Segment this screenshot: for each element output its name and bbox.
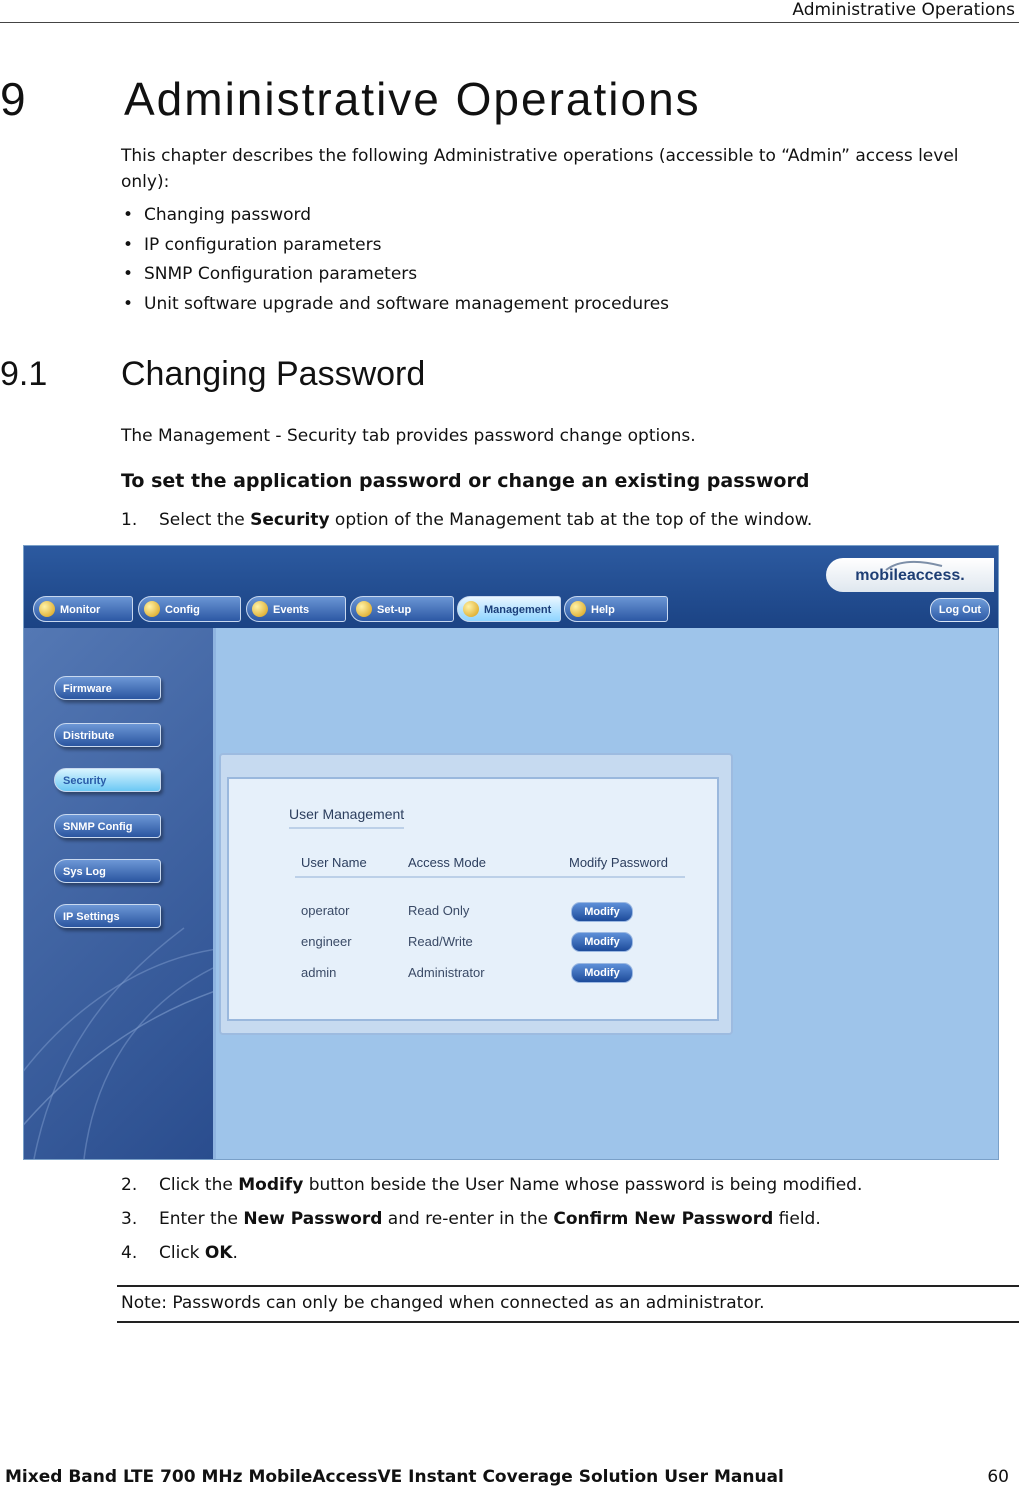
header-divider	[295, 876, 685, 878]
app-screenshot	[23, 545, 999, 1160]
sidebar-item-security[interactable]: Security	[54, 768, 161, 792]
column-header-access-mode: Access Mode	[408, 855, 487, 870]
section-number: 9.1	[0, 355, 48, 393]
footer-title: Mixed Band LTE 700 MHz MobileAccessVE Instant Coverage Solution User Manual	[5, 1467, 784, 1487]
tab-events[interactable]	[246, 596, 346, 622]
tab-label: Set-up	[377, 604, 412, 616]
step-4	[121, 1240, 238, 1266]
panel-title: User Management	[289, 806, 404, 829]
step-bold: New Password	[243, 1209, 383, 1229]
bullet-item: • IP configuration parameters	[121, 232, 669, 262]
tab-label: Monitor	[60, 604, 101, 616]
user-name-cell: operator	[301, 903, 350, 918]
step-bold: OK	[204, 1243, 233, 1263]
step-text: Click the	[159, 1175, 239, 1195]
tab-label: Events	[273, 604, 310, 616]
sidebar-item-ip-settings[interactable]: IP Settings	[54, 904, 161, 928]
bullet-item: • Unit software upgrade and software management procedures	[121, 291, 669, 321]
chapter-intro: This chapter describes the following Administrative operations (accessible to “Admin” access level only):	[121, 146, 959, 192]
step-3	[121, 1206, 821, 1232]
user-name-cell: engineer	[301, 934, 352, 949]
step-text: Enter the	[159, 1209, 244, 1229]
tab-help[interactable]	[564, 596, 668, 622]
step-text: Click	[159, 1243, 205, 1263]
tools-icon	[356, 601, 372, 617]
step-text: and re-enter in the	[382, 1209, 554, 1229]
step-text: option of the Management tab at the top of the window.	[329, 510, 813, 530]
step-text: field.	[773, 1209, 821, 1229]
globe-decoration	[24, 628, 213, 1159]
tab-management[interactable]	[457, 596, 561, 622]
user-name-cell: admin	[301, 965, 337, 980]
section-intro: The Management - Security tab provides password change options.	[121, 426, 696, 446]
wrench-icon	[144, 601, 160, 617]
step-2	[121, 1172, 862, 1198]
sidebar	[24, 628, 216, 1159]
step-bold: Security	[250, 510, 330, 530]
modify-button-engineer[interactable]: Modify	[571, 932, 633, 952]
bullet-item: • SNMP Configuration parameters	[121, 261, 669, 291]
modify-button-operator[interactable]: Modify	[571, 902, 633, 922]
step-text: button beside the User Name whose password is being modified.	[303, 1175, 863, 1195]
step-bold: Modify	[238, 1175, 304, 1195]
tab-label: Help	[591, 604, 615, 616]
modify-button-admin[interactable]: Modify	[571, 963, 633, 983]
tab-setup[interactable]	[350, 596, 454, 622]
tab-monitor[interactable]	[33, 596, 133, 622]
section-title	[0, 355, 425, 394]
step-text: Select the	[159, 510, 251, 530]
running-header: Administrative Operations	[792, 0, 1015, 20]
tab-label: Management	[484, 604, 552, 616]
bullet-list	[121, 202, 669, 320]
chapter-number: 9	[0, 73, 28, 125]
step-number: 3.	[121, 1209, 138, 1229]
access-mode-cell: Read/Write	[408, 934, 473, 949]
step-bold: Confirm New Password	[553, 1209, 774, 1229]
user-management-panel	[219, 753, 733, 1035]
sidebar-item-distribute[interactable]: Distribute	[54, 723, 161, 747]
step-text: .	[232, 1243, 238, 1263]
procedure-heading: To set the application password or change an existing password	[121, 470, 810, 492]
column-header-modify-password: Modify Password	[569, 855, 668, 870]
sidebar-item-sys-log[interactable]: Sys Log	[54, 859, 161, 883]
note-text: Note: Passwords can only be changed when connected as an administrator.	[121, 1293, 765, 1313]
access-mode-cell: Read Only	[408, 903, 470, 918]
logo-swoosh-icon	[884, 560, 944, 572]
section-title-text: Changing Password	[121, 355, 426, 393]
chapter-title-text: Administrative Operations	[124, 73, 701, 125]
help-icon	[570, 601, 586, 617]
page-number: 60	[987, 1467, 1009, 1487]
header-rule	[0, 22, 1019, 23]
access-mode-cell: Administrator	[408, 965, 485, 980]
logout-button[interactable]: Log Out	[930, 598, 990, 622]
tab-label: Config	[165, 604, 200, 616]
step-number: 2.	[121, 1175, 138, 1195]
events-icon	[252, 601, 268, 617]
logo-text: mobileaccess.	[855, 567, 965, 584]
management-icon	[463, 601, 479, 617]
chapter-title	[0, 72, 701, 126]
sidebar-item-snmp-config[interactable]: SNMP Config	[54, 814, 161, 838]
step-number: 1.	[121, 510, 138, 530]
column-header-user-name: User Name	[301, 855, 367, 870]
tab-config[interactable]	[138, 596, 241, 622]
mobileaccess-logo	[826, 558, 994, 592]
bullet-item: • Changing password	[121, 202, 669, 232]
sidebar-item-firmware[interactable]: Firmware	[54, 676, 161, 700]
step-number: 4.	[121, 1243, 138, 1263]
step-1	[121, 507, 812, 533]
monitor-icon	[39, 601, 55, 617]
app-top-bar	[24, 546, 998, 628]
